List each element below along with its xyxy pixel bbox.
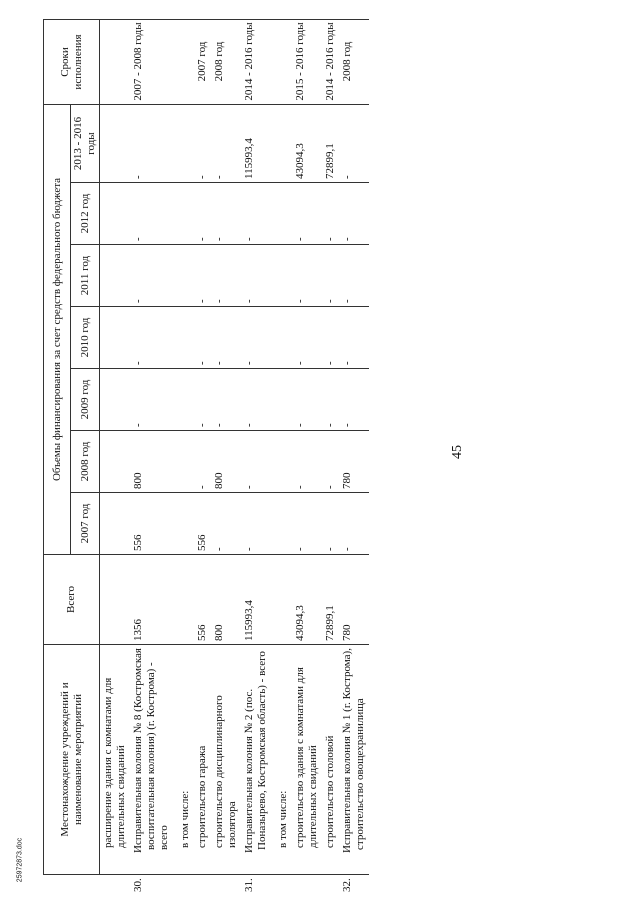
year-value-cell: -: [292, 431, 322, 493]
table-row: [173, 20, 194, 875]
header-location: Местонахождение учреждений и наименование мероприятий: [44, 645, 100, 875]
row-name: Исправительная колония № 1 (г. Кострома), строительство овощехранилища: [341, 648, 366, 853]
total-cell: [100, 555, 131, 645]
row-name: расширение здания с комнатами для длительных свиданий: [102, 677, 127, 848]
year-value-cell: -: [130, 307, 173, 369]
total-cell: 115993,4: [241, 555, 271, 645]
year-value-cell: [100, 307, 131, 369]
row-name-cell: [339, 645, 369, 892]
row-name: Исправительная колония № 8 (Костромская воспитательная колония) (г. Кострома) - всего: [132, 648, 170, 853]
deadline-cell: 2007 год: [194, 20, 211, 105]
financing-table: [43, 19, 369, 892]
total-cell: 43094,3: [292, 555, 322, 645]
year-value-cell: [100, 105, 131, 183]
header-deadline: Сроки исполнения: [44, 20, 100, 105]
total-cell: [173, 555, 194, 645]
table-row: [271, 20, 292, 875]
row-name: Исправительная колония № 2 (пос. Поназырево, Костромская область) - всего: [243, 651, 268, 853]
year-value-cell: -: [339, 245, 369, 307]
row-name-cell: [130, 645, 173, 892]
year-value-cell: [100, 183, 131, 245]
row-name-cell: [241, 645, 271, 892]
year-value-cell: 800: [130, 431, 173, 493]
year-value-cell: -: [339, 105, 369, 183]
year-value-cell: 115993,4: [241, 105, 271, 183]
page-number: 45: [450, 445, 465, 459]
year-value-cell: [271, 493, 292, 555]
year-value-cell: -: [241, 183, 271, 245]
table-row: [322, 20, 339, 875]
year-value-cell: [100, 369, 131, 431]
row-name-cell: [211, 645, 241, 875]
row-name-cell: [100, 645, 131, 875]
year-value-cell: -: [130, 183, 173, 245]
year-value-cell: -: [130, 245, 173, 307]
year-value-cell: [271, 245, 292, 307]
total-cell: 780: [339, 555, 369, 645]
header-total: Всего: [44, 555, 100, 645]
deadline-cell: [173, 20, 194, 105]
year-value-cell: -: [322, 431, 339, 493]
table-row: [211, 20, 241, 875]
year-value-cell: -: [130, 105, 173, 183]
row-name-cell: [322, 645, 339, 875]
deadline-cell: 2008 год: [211, 20, 241, 105]
header-financing: Объемы финансирования за счет средств федерального бюджета: [44, 105, 71, 555]
total-cell: 1356: [130, 555, 173, 645]
year-value-cell: 72899,1: [322, 105, 339, 183]
row-number: 30.: [132, 878, 144, 892]
year-value-cell: -: [241, 307, 271, 369]
year-value-cell: -: [194, 183, 211, 245]
year-value-cell: -: [194, 431, 211, 493]
header-year: 2012 год: [71, 183, 100, 245]
year-value-cell: -: [194, 105, 211, 183]
year-value-cell: -: [194, 245, 211, 307]
year-value-cell: [173, 245, 194, 307]
year-value-cell: [173, 369, 194, 431]
table-row: [292, 20, 322, 875]
year-value-cell: -: [241, 369, 271, 431]
row-name-cell: [173, 645, 194, 875]
year-value-cell: [173, 431, 194, 493]
year-value-cell: 800: [211, 431, 241, 493]
year-value-cell: [100, 431, 131, 493]
table-row: [194, 20, 211, 875]
total-cell: 800: [211, 555, 241, 645]
year-value-cell: [271, 183, 292, 245]
year-value-cell: 556: [130, 493, 173, 555]
year-value-cell: -: [322, 245, 339, 307]
year-value-cell: 43094,3: [292, 105, 322, 183]
year-value-cell: -: [211, 369, 241, 431]
table-row: [130, 20, 173, 875]
row-name: в том числе:: [277, 790, 289, 848]
year-value-cell: -: [211, 105, 241, 183]
row-name: строительство дисциплинарного изолятора: [213, 695, 238, 848]
year-value-cell: -: [339, 183, 369, 245]
row-name: строительство гаража: [196, 745, 208, 848]
deadline-cell: 2014 - 2016 годы: [241, 20, 271, 105]
header-year: 2013 - 2016 годы: [71, 105, 100, 183]
year-value-cell: [173, 307, 194, 369]
year-value-cell: -: [292, 307, 322, 369]
row-number: 32.: [341, 878, 353, 892]
year-value-cell: -: [339, 307, 369, 369]
table-row: [100, 20, 131, 875]
row-name-cell: [271, 645, 292, 875]
row-name-cell: [292, 645, 322, 875]
year-value-cell: -: [322, 493, 339, 555]
total-cell: [271, 555, 292, 645]
header-year: 2008 год: [71, 431, 100, 493]
deadline-cell: 2014 - 2016 годы: [322, 20, 339, 105]
row-name: строительство здания с комнатами для длительных свиданий: [294, 667, 319, 848]
year-value-cell: -: [322, 369, 339, 431]
year-value-cell: -: [241, 431, 271, 493]
year-value-cell: [173, 105, 194, 183]
year-value-cell: -: [194, 369, 211, 431]
year-value-cell: [100, 493, 131, 555]
year-value-cell: [271, 369, 292, 431]
deadline-cell: 2015 - 2016 годы: [292, 20, 322, 105]
year-value-cell: -: [241, 493, 271, 555]
table-row: [339, 20, 369, 875]
row-name: в том числе:: [179, 790, 191, 848]
year-value-cell: -: [339, 493, 369, 555]
document-id: 25972873.doc: [16, 837, 24, 883]
deadline-cell: [100, 20, 131, 105]
year-value-cell: [271, 431, 292, 493]
year-value-cell: -: [211, 307, 241, 369]
header-year: 2011 год: [71, 245, 100, 307]
row-name-cell: [194, 645, 211, 875]
year-value-cell: -: [292, 245, 322, 307]
year-value-cell: -: [241, 245, 271, 307]
year-value-cell: -: [292, 369, 322, 431]
year-value-cell: [271, 307, 292, 369]
total-cell: 556: [194, 555, 211, 645]
year-value-cell: -: [211, 245, 241, 307]
header-year: 2010 год: [71, 307, 100, 369]
year-value-cell: -: [211, 183, 241, 245]
year-value-cell: -: [322, 183, 339, 245]
header-year: 2007 год: [71, 493, 100, 555]
table-row: [241, 20, 271, 875]
total-cell: 72899,1: [322, 555, 339, 645]
deadline-cell: [271, 20, 292, 105]
year-value-cell: -: [194, 307, 211, 369]
year-value-cell: [271, 105, 292, 183]
year-value-cell: 780: [339, 431, 369, 493]
year-value-cell: -: [130, 369, 173, 431]
year-value-cell: -: [211, 493, 241, 555]
header-year: 2009 год: [71, 369, 100, 431]
deadline-cell: 2008 год: [339, 20, 369, 105]
year-value-cell: [173, 493, 194, 555]
year-value-cell: [100, 245, 131, 307]
deadline-cell: 2007 - 2008 годы: [130, 20, 173, 105]
row-number: 31.: [243, 878, 255, 892]
year-value-cell: -: [339, 369, 369, 431]
year-value-cell: -: [292, 493, 322, 555]
year-value-cell: [173, 183, 194, 245]
year-value-cell: -: [322, 307, 339, 369]
year-value-cell: -: [292, 183, 322, 245]
year-value-cell: 556: [194, 493, 211, 555]
row-name: строительство столовой: [324, 735, 336, 848]
financing-table-container: [43, 20, 598, 892]
